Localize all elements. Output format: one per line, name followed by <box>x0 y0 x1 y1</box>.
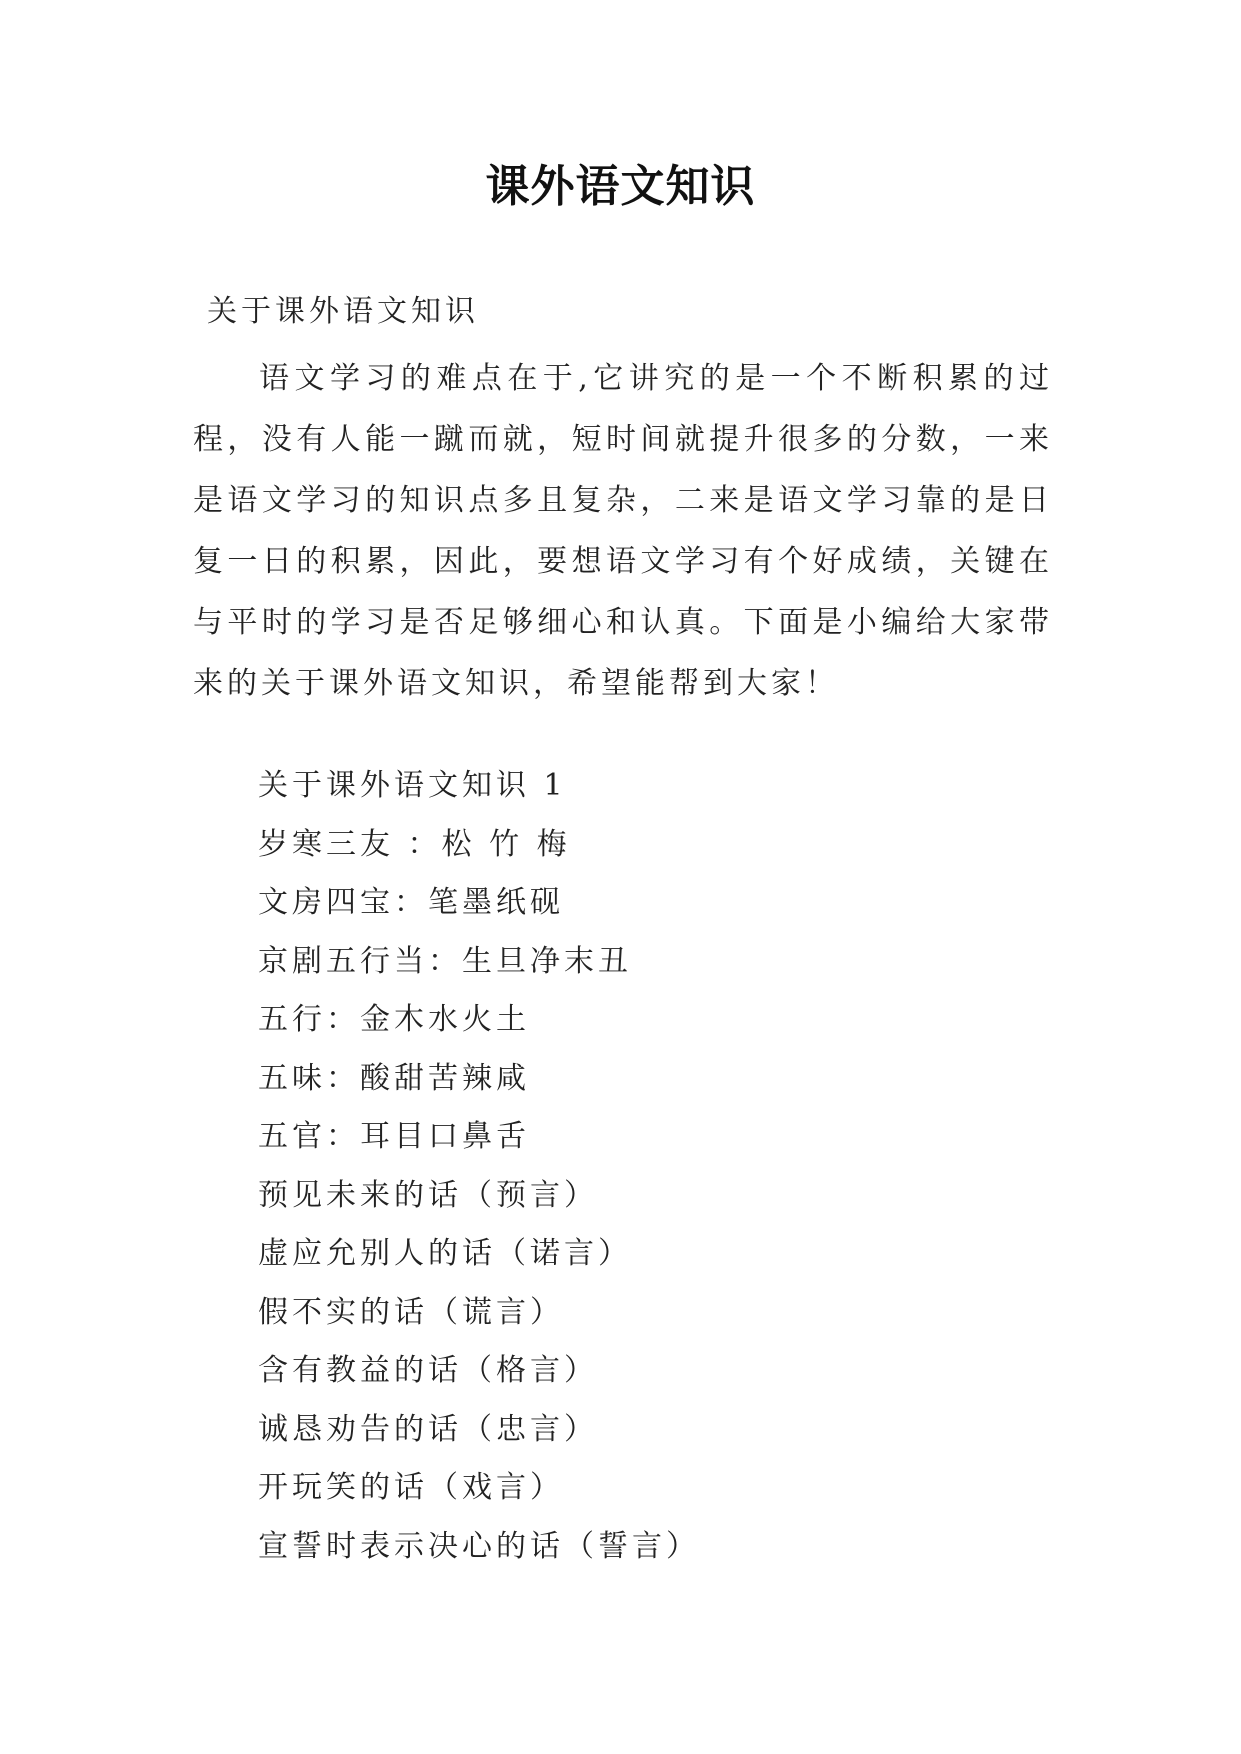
list-item: 京剧五行当：生旦净末丑 <box>258 943 632 979</box>
knowledge-list <box>258 757 700 1576</box>
list-item: 岁寒三友 ：松 竹 梅 <box>258 826 571 862</box>
list-item: 虚应允别人的话（诺言） <box>258 1236 632 1271</box>
document-subtitle: 关于课外语文知识 <box>207 294 479 329</box>
list-item: 假不实的话（谎言） <box>258 1294 564 1330</box>
list-item: 宣誓时表示决心的话（誓言） <box>258 1528 700 1564</box>
list-item: 含有教益的话（格言） <box>258 1353 598 1388</box>
list-item: 关于课外语文知识 1 <box>258 768 567 803</box>
list-item: 诚恳劝告的话（忠言） <box>258 1411 598 1447</box>
list-item: 五官：耳目口鼻舌 <box>258 1119 530 1154</box>
list-item: 预见未来的话（预言） <box>258 1177 598 1213</box>
list-item: 文房四宝：笔墨纸砚 <box>258 885 564 920</box>
intro-paragraph: 语文学习的难点在于,它讲究的是一个不断积累的过程，没有人能一蹴而就，短时间就提升很多的分数，一来是语文学习的知识点多且复杂，二来是语文学习靠的是日复一日的积累，因此，要想语文学习有个好成绩，关键在与平时的学习是否足够细心和认真。下面是小编给大家带来的关于课外语文知识，希望能帮到大家！ <box>193 361 1053 701</box>
list-item: 五行：金木水火土 <box>258 1002 530 1037</box>
list-item: 五味：酸甜苦辣咸 <box>258 1060 530 1096</box>
list-item: 开玩笑的话（戏言） <box>258 1470 564 1505</box>
document-title: 课外语文知识 <box>485 161 756 212</box>
